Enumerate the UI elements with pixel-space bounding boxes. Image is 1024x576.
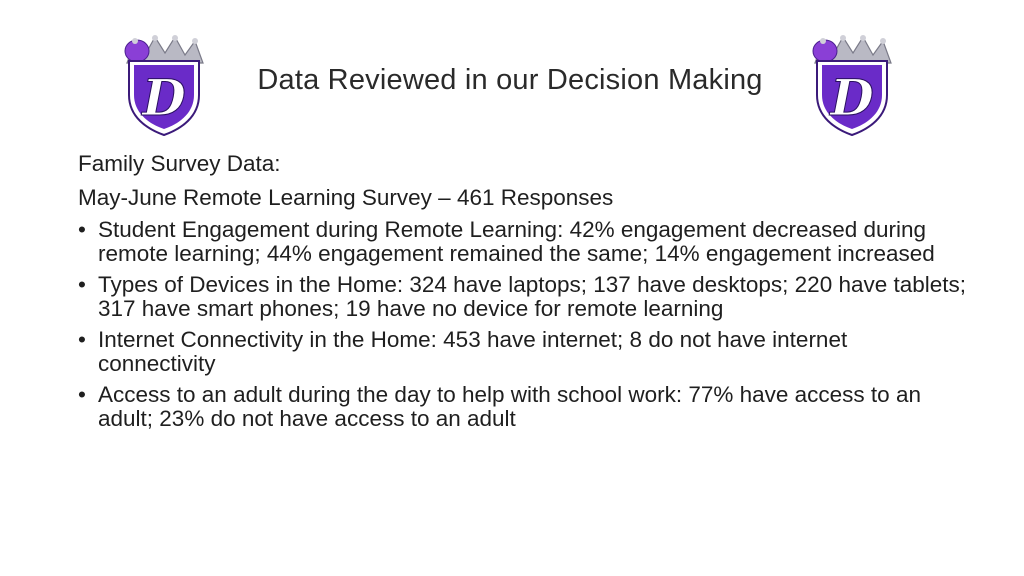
list-item (78, 218, 968, 266)
crown-icon (813, 35, 891, 63)
crown-icon (125, 35, 203, 63)
crest-icon (115, 33, 213, 137)
crest-letter: D (830, 68, 874, 127)
list-item (78, 328, 968, 376)
bullet-list (78, 218, 968, 431)
bullet-text: Access to an adult during the day to help with school work: 77% have access to an adult; 23% do not have access to an adult (98, 382, 921, 431)
bullet-icon: • (78, 327, 86, 352)
bullet-icon: • (78, 382, 86, 407)
school-crest-logo-left (115, 33, 213, 137)
crest-letter: D (142, 68, 186, 127)
school-crest-logo-right (803, 33, 901, 137)
list-item (78, 273, 968, 321)
bullet-text: Types of Devices in the Home: 324 have laptops; 137 have desktops; 220 have tablets; 317 have smart phones; 19 have no device for remote learning (98, 272, 967, 321)
list-item (78, 383, 968, 431)
bullet-text: Internet Connectivity in the Home: 453 have internet; 8 do not have internet connectivity (98, 327, 848, 376)
bullet-icon: • (78, 272, 86, 297)
bullet-text: Student Engagement during Remote Learning: 42% engagement decreased during remote learning; 44% engagement remained the same; 14% engagement increased (98, 217, 935, 266)
section-heading: Family Survey Data: (78, 151, 281, 176)
slide-body (78, 150, 968, 438)
survey-subheading: May-June Remote Learning Survey – 461 Responses (78, 185, 614, 210)
bullet-icon: • (78, 217, 86, 242)
crest-icon (803, 33, 901, 137)
page-title: Data Reviewed in our Decision Making (257, 64, 763, 96)
